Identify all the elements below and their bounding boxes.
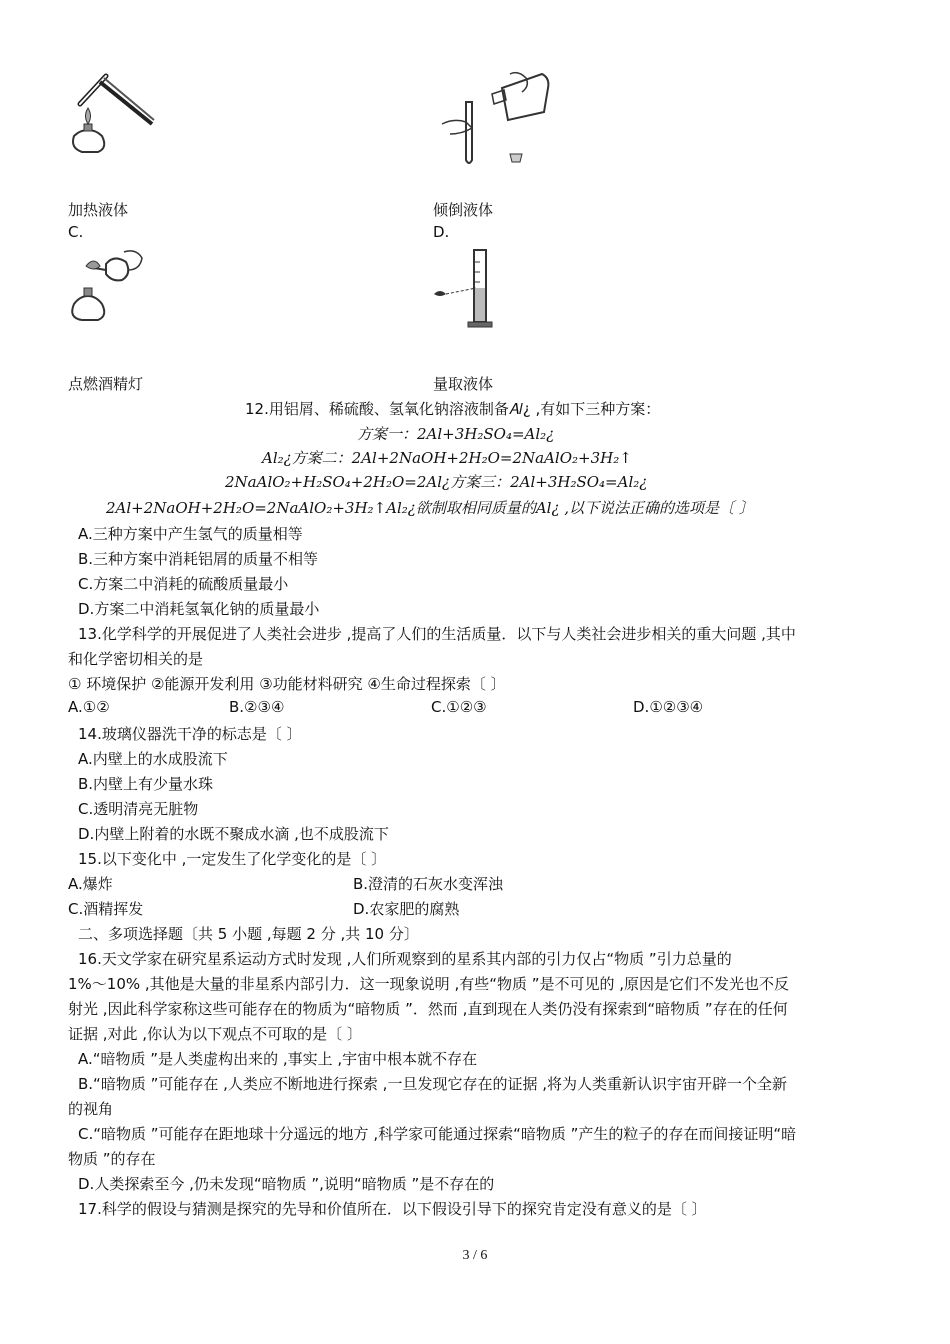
q16-stem-line-3: 射光 ,因此科学家称这些可能存在的物质为“暗物质 ”．然而 ,直到现在人类仍没有探索到“暗物质 ”存在的任何 bbox=[68, 1000, 788, 1018]
q15-option-b: B.澄清的石灰水变浑浊 bbox=[353, 875, 504, 893]
q12-option-d: D.方案二中消耗氢氧化钠的质量最小 bbox=[78, 600, 320, 618]
q12-option-c: C.方案二中消耗的硫酸质量最小 bbox=[78, 575, 289, 593]
q14-option-a: A.内壁上的水成股流下 bbox=[78, 750, 228, 768]
q15-option-a: A.爆炸 bbox=[68, 875, 113, 893]
q12-option-a: A.三种方案中产生氢气的质量相等 bbox=[78, 525, 303, 543]
figure-a-caption: 加热液体 bbox=[68, 201, 129, 219]
q12-option-b: B.三种方案中消耗铝屑的质量不相等 bbox=[78, 550, 319, 568]
q16-option-a: A.“暗物质 ”是人类虚构出来的 ,事实上 ,宇宙中根本就不存在 bbox=[78, 1050, 478, 1068]
q13-stem-line-2: 和化学密切相关的是 bbox=[68, 650, 204, 668]
q13-stem-line-1: 13.化学科学的开展促进了人类社会进步 ,提高了人们的生活质量．以下与人类社会进步相关的重大问题 ,其中 bbox=[78, 625, 796, 643]
pouring-liquid-illustration bbox=[432, 68, 552, 168]
q15-option-c: C.酒精挥发 bbox=[68, 900, 144, 918]
q16-option-b-line-1: B.“暗物质 ”可能存在 ,人类应不断地进行探索 ,一旦发现它存在的证据 ,将为人类重新认识宇宙开辟一个全新 bbox=[78, 1075, 787, 1093]
q13-option-c: C.①②③ bbox=[431, 698, 487, 716]
q14-option-b: B.内壁上有少量水珠 bbox=[78, 775, 214, 793]
q14-option-d: D.内壁上附着的水既不聚成水滴 ,也不成股流下 bbox=[78, 825, 389, 843]
page-number: 3 / 6 bbox=[462, 1248, 488, 1263]
q14-stem: 14.玻璃仪器洗干净的标志是〔 〕 bbox=[78, 725, 302, 743]
q17-stem: 17.科学的假设与猜测是探究的先导和价值所在．以下假设引导下的探究肯定没有意义的是〔 〕 bbox=[78, 1200, 707, 1218]
q12-equation-line-2: 𝐴𝑙₂¿方案二：2𝐴𝑙+2𝑁𝑎𝑂𝐻+2𝐻₂𝑂=2𝑁𝑎𝐴𝑙𝑂₂+3𝐻₂↑ bbox=[262, 449, 632, 467]
heating-liquid-illustration bbox=[66, 68, 160, 158]
q12-stem: 12.用铝屑、稀硫酸、氢氧化钠溶液制备𝐴𝑙¿ ,有如下三种方案： bbox=[245, 400, 661, 418]
q16-option-b-line-2: 的视角 bbox=[68, 1100, 114, 1118]
figure-c-letter: C. bbox=[68, 223, 84, 241]
q13-option-d: D.①②③④ bbox=[633, 698, 704, 716]
q15-option-d: D.农家肥的腐熟 bbox=[353, 900, 460, 918]
lighting-alcohol-lamp-illustration bbox=[66, 248, 146, 324]
section-2-heading: 二、多项选择题〔共 5 小题 ,每题 2 分 ,共 10 分〕 bbox=[78, 925, 419, 943]
q13-items: ① 环境保护 ②能源开发利用 ③功能材料研究 ④生命过程探索〔 〕 bbox=[68, 675, 506, 693]
q12-equation-line-1: 方案一：2𝐴𝑙+3𝐻₂𝑆𝑂₄=𝐴𝑙₂¿ bbox=[357, 425, 555, 443]
measuring-liquid-illustration bbox=[432, 248, 502, 330]
figure-c-caption: 点燃酒精灯 bbox=[68, 375, 144, 393]
q12-equation-line-3: 2𝑁𝑎𝐴𝑙𝑂₂+𝐻₂𝑆𝑂₄+2𝐻₂𝑂=2𝐴𝑙¿方案三：2𝐴𝑙+3𝐻₂𝑆𝑂₄=𝐴𝑙₂¿ bbox=[225, 473, 648, 491]
figure-b-caption: 倾倒液体 bbox=[433, 201, 494, 219]
q14-option-c: C.透明清亮无脏物 bbox=[78, 800, 199, 818]
q16-option-c-line-1: C.“暗物质 ”可能存在距地球十分遥远的地方 ,科学家可能通过探索“暗物质 ”产生的粒子的存在而间接证明“暗 bbox=[78, 1125, 797, 1143]
q13-option-a: A.①② bbox=[68, 698, 110, 716]
q13-option-b: B.②③④ bbox=[229, 698, 285, 716]
q16-stem-line-4: 证据 ,对此 ,你认为以下观点不可取的是〔 〕 bbox=[68, 1025, 362, 1043]
figure-d-caption: 量取液体 bbox=[433, 375, 494, 393]
q16-stem-line-1: 16.天文学家在研究星系运动方式时发现 ,人们所观察到的星系其内部的引力仅占“物质 ”引力总量的 bbox=[78, 950, 732, 968]
q16-option-d: D.人类探索至今 ,仍未发现“暗物质 ”,说明“暗物质 ”是不存在的 bbox=[78, 1175, 495, 1193]
q16-stem-line-2: 1%～10% ,其他是大量的非星系内部引力．这一现象说明 ,有些“物质 ”是不可见的 ,原因是它们不发光也不反 bbox=[68, 975, 790, 993]
q16-option-c-line-2: 物质 ”的存在 bbox=[68, 1150, 156, 1168]
q15-stem: 15.以下变化中 ,一定发生了化学变化的是〔 〕 bbox=[78, 850, 387, 868]
q12-equation-line-4: 2𝐴𝑙+2𝑁𝑎𝑂𝐻+2𝐻₂𝑂=2𝑁𝑎𝐴𝑙𝑂₂+3𝐻₂↑𝐴𝑙₂¿欲制取相同质量的𝐴𝑙¿ ,以下说法正确的选项是〔 〕 bbox=[106, 499, 754, 517]
figure-d-letter: D. bbox=[433, 223, 450, 241]
